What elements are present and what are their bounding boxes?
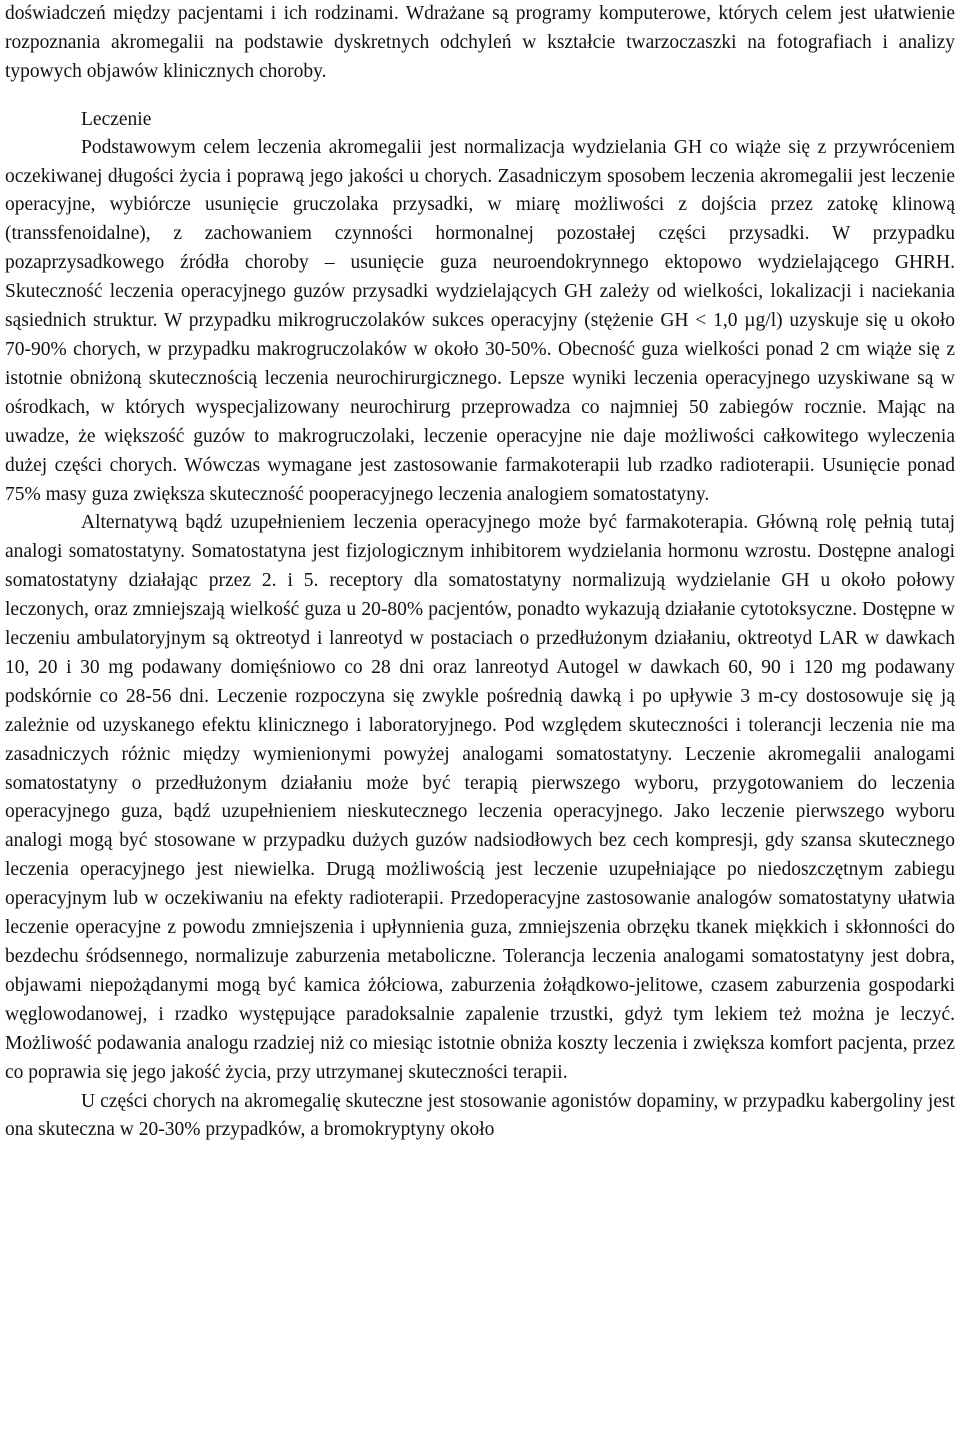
treatment-paragraph: Podstawowym celem leczenia akromegalii jest normalizacja wydzielania GH co wiąże się z przywróceniem oczekiwanej długości życia i poprawą jego jakości u chorych. Zasadniczym sposobem leczenia akromegalii jest leczenie operacyjne, wybiórcze usunięcie gruczolaka przysadki, w miarę możliwości z dojścia przez zatokę klinową (transsfenoidalne), z zachowaniem czynności hormonalnej pozostałej części przysadki. W przypadku pozaprzysadkowego źródła choroby – usunięcie guza neuroendokrynnego ektopowo wydzielającego GHRH. Skuteczność leczenia operacyjnego guzów przysadki wydzielających GH zależy od wielkości, lokalizacji i naciekania sąsiednich struktur. W przypadku mikrogruczolaków sukces operacyjny (stężenie GH < 1,0 µg/l) uzyskuje się u około 70-90% chorych, w przypadku makrogruczolaków w około 30-50%. Obecność guza wielkości ponad 2 cm wiąże się z istotnie obniżoną skutecznością leczenia neurochirurgicznego. Lepsze wyniki leczenia operacyjnego uzyskiwane są w ośrodkach, w których wyspecjalizowany neurochirurg przeprowadza co najmniej 50 zabiegów rocznie. Mając na uwadze, że większość guzów to makrogruczolaki, leczenie operacyjne nie daje możliwości całkowitego wyleczenia dużej części chorych. Wówczas wymagane jest zastosowanie farmakoterapii lub rzadko radioterapii. Usunięcie ponad 75% masy guza zwiększa skuteczność pooperacyjnego leczenia analogiem somatostatyny.	[5, 136, 955, 505]
dopamine-agonists-paragraph: U części chorych na akromegalię skuteczne jest stosowanie agonistów dopaminy, w przypadku kabergoliny jest ona skuteczna w 20-30% przypadków, a bromokryptyny około	[5, 1090, 955, 1141]
document-page	[5, 0, 955, 1145]
section-heading-treatment: Leczenie	[81, 108, 152, 130]
pharmacotherapy-paragraph: Alternatywą bądź uzupełnieniem leczenia operacyjnego może być farmakoterapia. Główną rolę pełnią tutaj analogi somatostatyny. Somatostatyna jest fizjologicznym inhibitorem wydzielania hormonu wzrostu. Dostępne analogi somatostatyny działając przez 2. i 5. receptory dla somatostatyny normalizują wydzielanie GH u około połowy leczonych, oraz zmniejszają wielkość guza u 20-80% pacjentów, ponadto wykazują działanie cytotoksyczne. Dostępne w leczeniu ambulatoryjnym są oktreotyd i lanreotyd w postaciach o przedłużonym działaniu, oktreotyd LAR w dawkach 10, 20 i 30 mg podawany domięśniowo co 28 dni oraz lanreotyd Autogel w dawkach 60, 90 i 120 mg podawany podskórnie co 28-56 dni. Leczenie rozpoczyna się zwykle pośrednią dawką i po upływie 3 m-cy dostosowuje się ją zależnie od uzyskanego efektu klinicznego i laboratoryjnego. Pod względem skuteczności i tolerancji leczenia nie ma zasadniczych różnic między wymienionymi powyżej analogami somatostatyny. Leczenie akromegalii analogami somatostatyny o przedłużonym działaniu może być terapią pierwszego wyboru, przygotowaniem do leczenia operacyjnego guza, bądź uzupełnieniem nieskutecznego leczenia operacyjnego. Jako leczenie pierwszego wyboru analogi mogą być stosowane w przypadku dużych guzów nadsiodłowych bez cech kompresji, gdy szansa skutecznego leczenia operacyjnego jest niewielka. Drugą możliwością jest leczenie uzupełniające po niedoszczętnym zabiegu operacyjnym lub w oczekiwaniu na efekty radioterapii. Przedoperacyjne zastosowanie analogów somatostatyny ułatwia leczenie operacyjne z powodu zmniejszenia i upłynnienia guza, zmniejszenia obrzęku tkanek miękkich i skłonności do bezdechu śródsennego, normalizuje zaburzenia metaboliczne. Tolerancja leczenia analogami somatostatyny jest dobra, objawami niepożądanymi mogą być kamica żółciowa, zaburzenia żołądkowo-jelitowe, czasem zaburzenia gospodarki węglowodanowej, i rzadko występujące paradoksalnie zapalenie trzustki, gdyż tym lekiem też można je leczyć. Możliwość podawania analogu rzadziej niż co miesiąc istotnie obniża koszty leczenia i zwiększa komfort pacjenta, przez co poprawia się jego jakość życia, przy utrzymanej skuteczności terapii.	[5, 512, 955, 1083]
intro-paragraph: doświadczeń między pacjentami i ich rodzinami. Wdrażane są programy komputerowe, których celem jest ułatwienie rozpoznania akromegalii na podstawie dyskretnych odchyleń w kształcie twarzoczaszki na fotografiach i analizy typowych objawów klinicznych choroby.	[5, 3, 955, 82]
